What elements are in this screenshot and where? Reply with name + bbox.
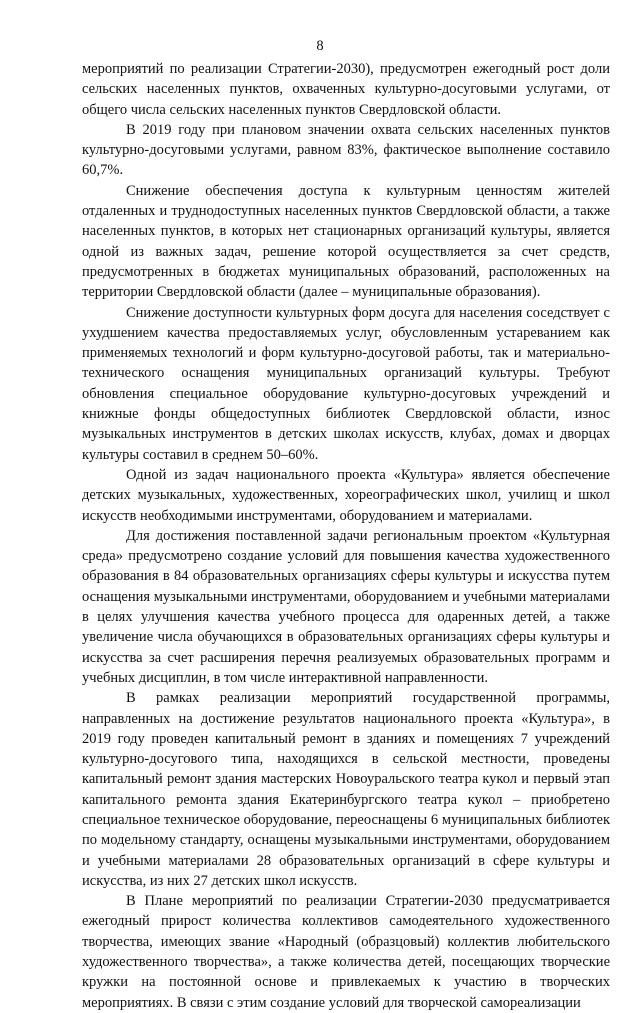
paragraph-3: Снижение обеспечения доступа к культурным ценностям жителей отдаленных и труднодоступных населенных пунктов Свердловской области, а также населенных пунктов, в которых нет стационарных организаций культуры, является одной из важных задач, решение которой осуществляется за счет средств, предусмотренных в бюджетах муниципальных образований, расположенных на территории Свердловской области (далее – муниципальные образования). [82,182,610,301]
paragraph-7: В рамках реализации мероприятий государственной программы, направленных на достижение результатов национального проекта «Культура», в 2019 году проведен капитальный ремонт в зданиях и помещениях 7 учреждений культурно-досугового типа, находящихся в сельской местности, проведены капитальный ремонт здания мастерских Новоуральского театра кукол и первый этап капитального ремонта здания Екатеринбургского театра кукол – приобретено специальное техническое оборудование, переоснащены 6 муниципальных библиотек по модельному стандарту, оснащены музыкальными инструментами, оборудованием и учебными материалами 28 образовательных организаций в сфере культуры и искусства, из них 27 детских школ искусств. [82,690,610,889]
paragraph-5: Одной из задач национального проекта «Культура» является обеспечение детских музыкальных, художественных, хореографических школ, училищ и школ искусств необходимыми инструментами, оборудованием и материалами. [82,466,610,524]
page-number: 8 [316,38,324,54]
document-body [82,59,610,1013]
paragraph-6: Для достижения поставленной задачи региональным проектом «Культурная среда» предусмотрено создание условий для повышения качества художественного образования в 84 образовательных организациях сферы культуры и искусства путем оснащения музыкальными инструментами, оборудованием и учебными материалами в целях улучшения качества учебного процесса для одаренных детей, а также увеличение числа обучающихся в образовательных организациях сферы культуры и искусства за счет расширения перечня реализуемых образовательных программ и учебных дисциплин, в том числе интерактивной направленности. [82,527,610,686]
paragraph-2: В 2019 году при плановом значении охвата сельских населенных пунктов культурно-досуговыми услугами, равном 83%, фактическое выполнение составило 60,7%. [82,121,610,179]
paragraph-8: В Плане мероприятий по реализации Стратегии-2030 предусматривается ежегодный прирост количества коллективов самодеятельного художественного творчества, имеющих звание «Народный (образцовый) коллектив любительского художественного творчества», а также количества детей, посещающих творческие кружки на постоянной основе и привлекаемых к участию в творческих мероприятиях. В связи с этим создание условий для творческой самореализации [82,893,610,1011]
paragraph-4: Снижение доступности культурных форм досуга для населения соседствует с ухудшением качества предоставляемых услуг, обусловленным устареванием как применяемых технологий и форм культурно-досуговой работы, так и материально-технического оснащения муниципальных организаций культуры. Требуют обновления специальное оборудование культурно-досуговых учреждений и книжные фонды общедоступных библиотек Свердловской области, износ музыкальных инструментов в детских школах искусств, клубах, домах и дворцах культуры составил в среднем 50–60%. [82,304,610,463]
paragraph-1-continuation: мероприятий по реализации Стратегии-2030), предусмотрен ежегодный рост доли сельских населенных пунктов, охваченных культурно-досуговыми услугами, от общего числа сельских населенных пунктов Свердловской области. [82,61,610,118]
